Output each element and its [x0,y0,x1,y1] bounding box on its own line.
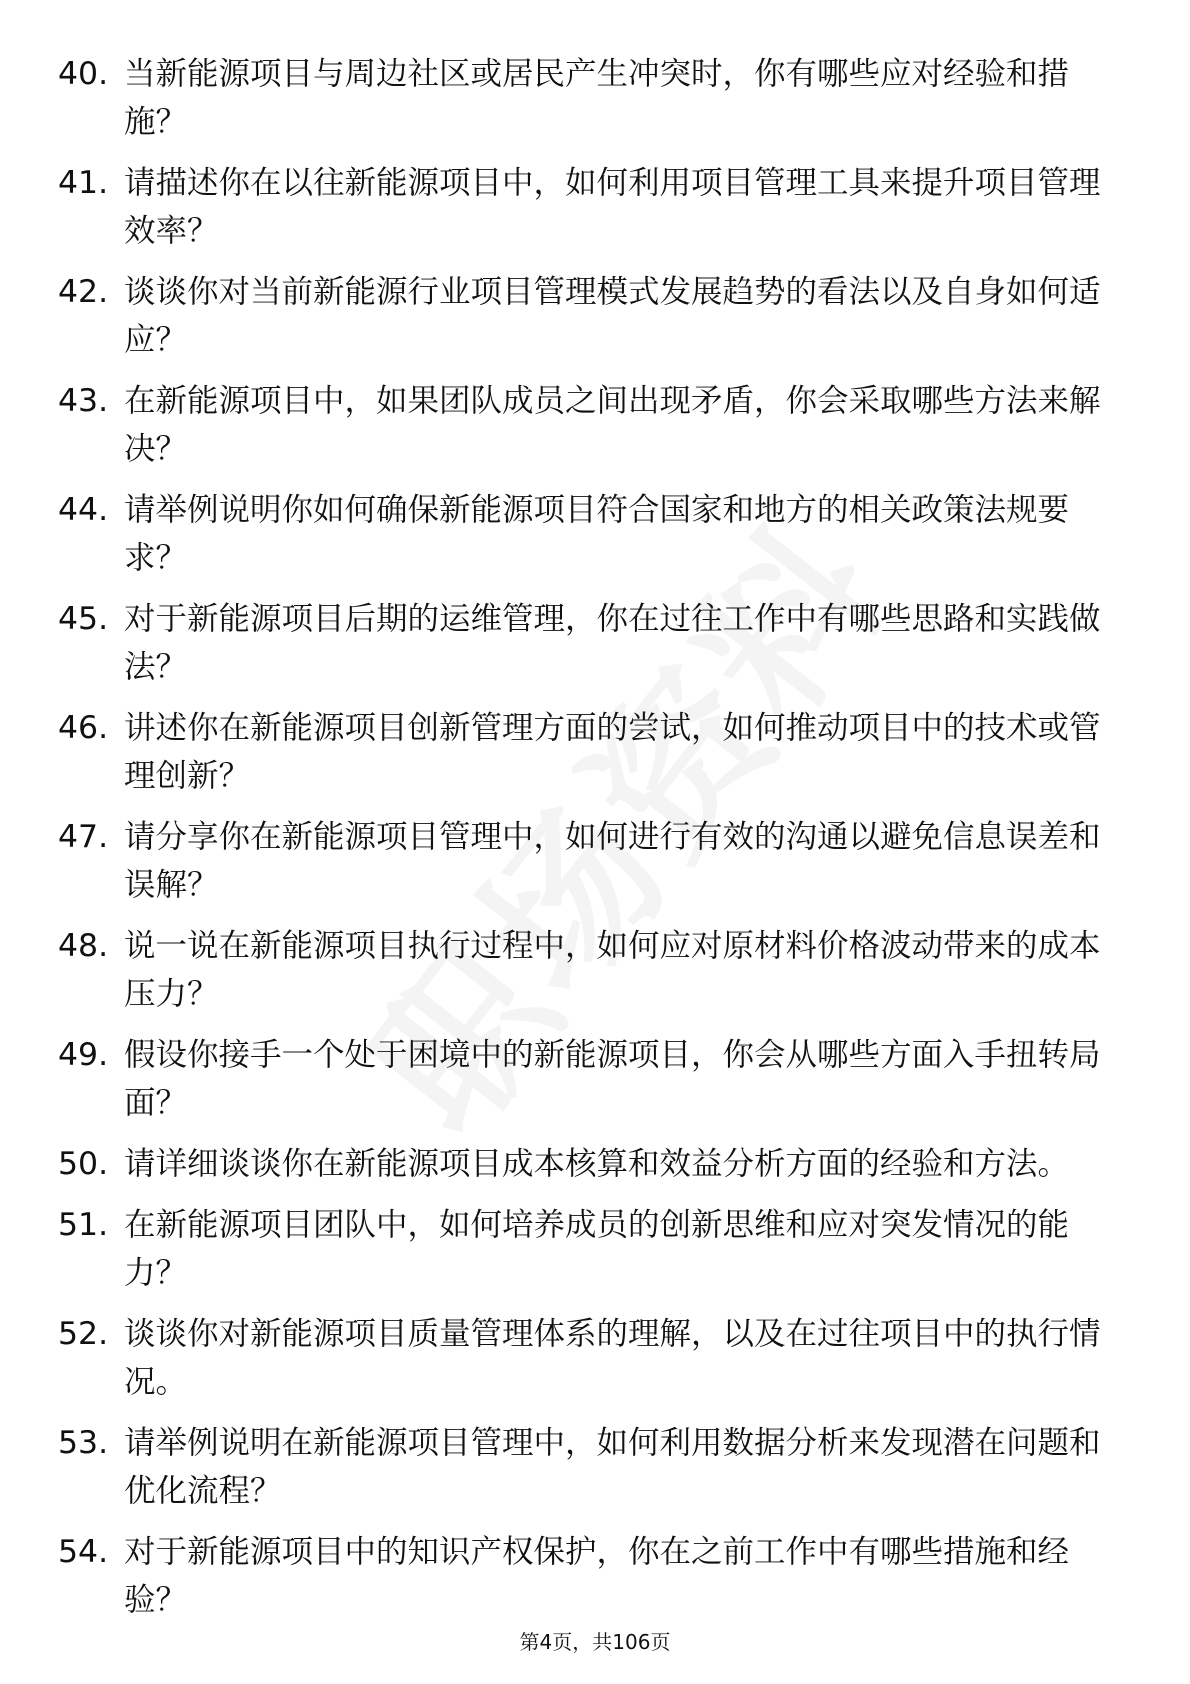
question-number: 43. [58,383,109,419]
question-text: 请分享你在新能源项目管理中，如何进行有效的沟通以避免信息误差和误解？ [124,819,1101,903]
question-number: 45. [58,601,109,637]
question-text: 当新能源项目与周边社区或居民产生冲突时，你有哪些应对经验和措施？ [124,56,1070,140]
question-item-42 [58,268,1118,364]
question-number: 50. [58,1146,109,1182]
question-text: 请举例说明在新能源项目管理中，如何利用数据分析来发现潜在问题和优化流程？ [124,1425,1101,1509]
question-number: 46. [58,710,109,746]
question-number: 52. [58,1316,109,1352]
question-text: 假设你接手一个处于困境中的新能源项目，你会从哪些方面入手扭转局面？ [124,1037,1101,1121]
question-item-46 [58,704,1118,800]
question-number: 40. [58,56,109,92]
question-item-40 [58,50,1118,146]
question-item-50 [58,1140,1118,1188]
question-item-53 [58,1419,1118,1515]
question-text: 在新能源项目中，如果团队成员之间出现矛盾，你会采取哪些方法来解决？ [124,383,1101,467]
question-text: 请描述你在以往新能源项目中，如何利用项目管理工具来提升项目管理效率？ [124,165,1101,249]
question-text: 对于新能源项目后期的运维管理，你在过往工作中有哪些思路和实践做法？ [124,601,1101,685]
question-text: 对于新能源项目中的知识产权保护，你在之前工作中有哪些措施和经验？ [124,1534,1070,1618]
question-number: 48. [58,928,109,964]
question-text: 请举例说明你如何确保新能源项目符合国家和地方的相关政策法规要求？ [124,492,1070,576]
page-indicator: 第4页，共106页 [519,1630,671,1654]
question-item-48 [58,922,1118,1018]
question-number: 51. [58,1207,109,1243]
question-list [58,50,1118,1637]
question-number: 47. [58,819,109,855]
question-text: 谈谈你对当前新能源行业项目管理模式发展趋势的看法以及自身如何适应？ [124,274,1101,358]
question-number: 53. [58,1425,109,1461]
question-number: 49. [58,1037,109,1073]
question-number: 44. [58,492,109,528]
question-number: 42. [58,274,109,310]
question-item-51 [58,1201,1118,1297]
question-item-41 [58,159,1118,255]
question-number: 41. [58,165,109,201]
question-number: 54. [58,1534,109,1570]
question-item-52 [58,1310,1118,1406]
question-text: 在新能源项目团队中，如何培养成员的创新思维和应对突发情况的能力？ [124,1207,1070,1291]
question-text: 谈谈你对新能源项目质量管理体系的理解，以及在过往项目中的执行情况。 [124,1316,1101,1400]
question-text: 说一说在新能源项目执行过程中，如何应对原材料价格波动带来的成本压力？ [124,928,1101,1012]
question-item-43 [58,377,1118,473]
question-text: 请详细谈谈你在新能源项目成本核算和效益分析方面的经验和方法。 [124,1146,1070,1182]
question-item-54 [58,1528,1118,1624]
question-item-44 [58,486,1118,582]
question-item-45 [58,595,1118,691]
question-item-47 [58,813,1118,909]
question-item-49 [58,1031,1118,1127]
question-text: 讲述你在新能源项目创新管理方面的尝试，如何推动项目中的技术或管理创新？ [124,710,1101,794]
